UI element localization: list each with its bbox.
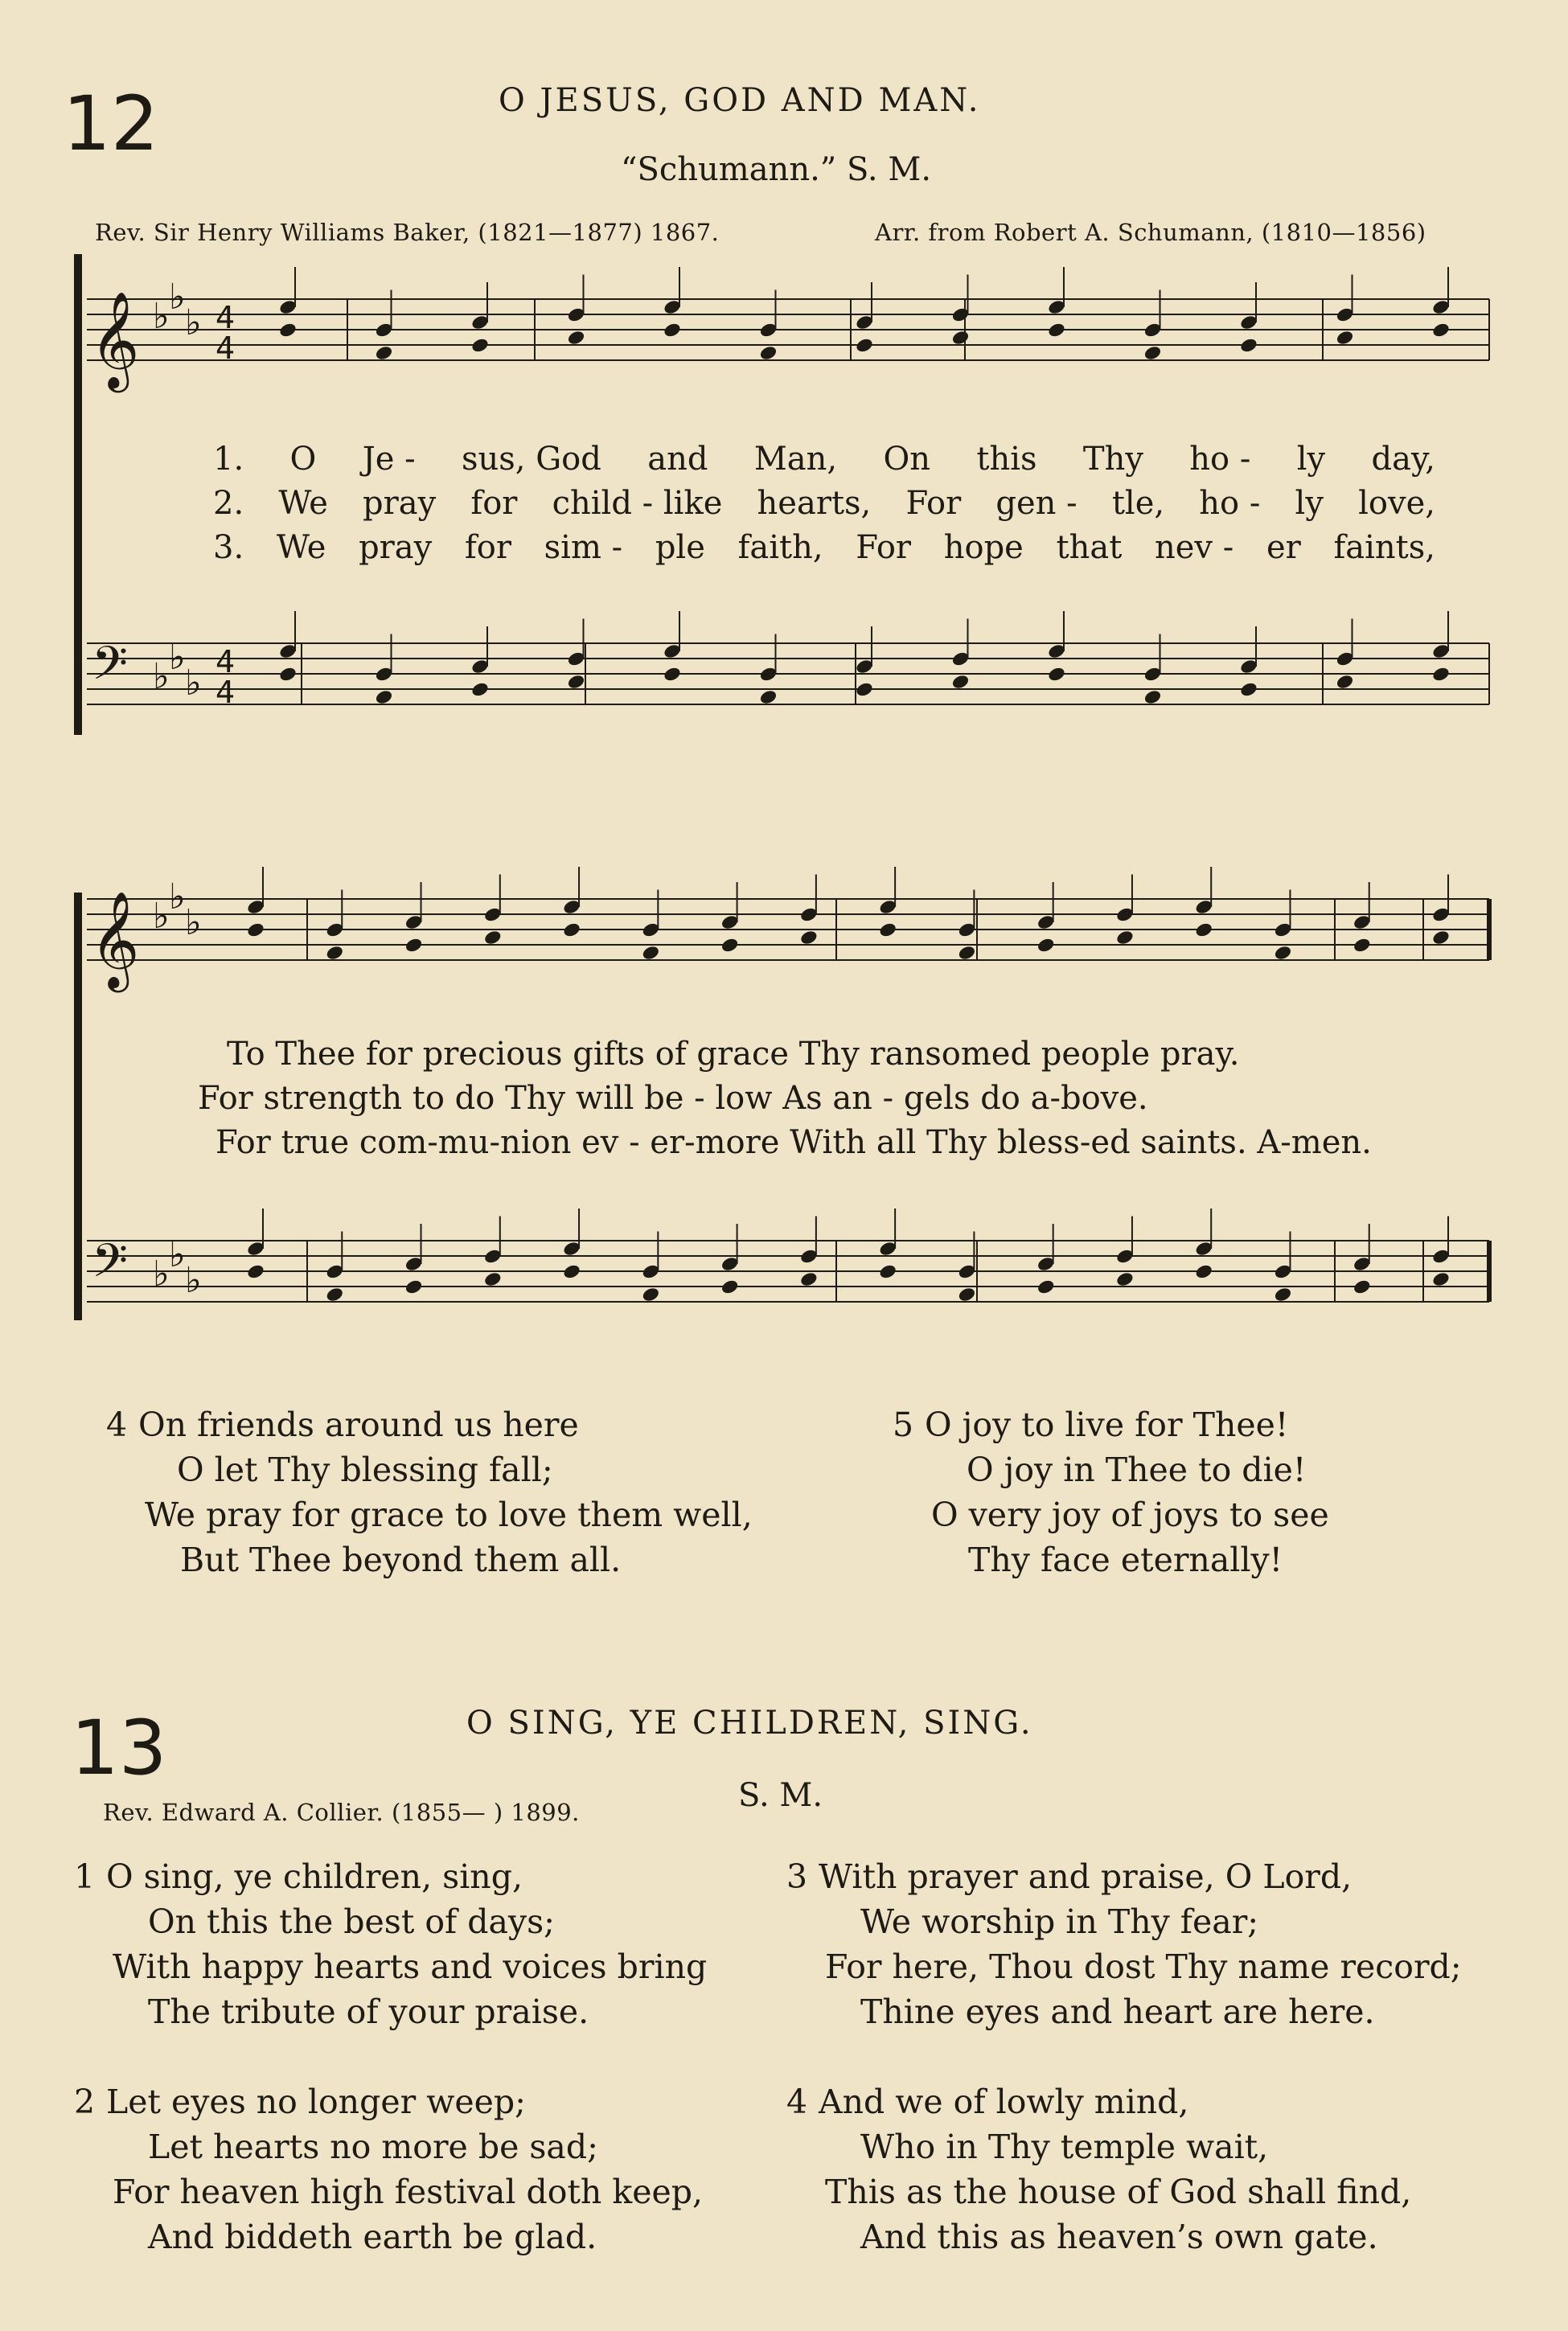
verse-line: Let eyes no longer weep; — [106, 2083, 526, 2121]
notehead — [566, 329, 585, 346]
verse-line: O very joy of joys to see — [931, 1496, 1329, 1534]
notehead — [566, 673, 585, 690]
lyric-line-5: For strength to do Thy will be - low As an - gels do a-bove. — [198, 1080, 1148, 1117]
lyric-syllable: Je - — [362, 441, 416, 478]
notehead — [758, 688, 778, 705]
notehead — [1431, 929, 1451, 946]
bass-clef-icon: 𝄢 — [92, 1233, 129, 1299]
tune-name: “Schumann.” S. M. — [621, 151, 932, 188]
lyric-syllable: O — [289, 441, 317, 478]
lyric-syllable: that — [1056, 529, 1123, 566]
notehead — [799, 1270, 819, 1287]
notehead — [1273, 1286, 1292, 1303]
notehead — [663, 666, 682, 683]
lyric-syllable: ly — [1296, 441, 1326, 478]
hymn-number: 13 — [71, 1705, 167, 1792]
lyric-syllable: On — [883, 441, 931, 478]
verse-line: On friends around us here — [138, 1406, 579, 1444]
hymn-number: 12 — [63, 80, 159, 168]
time-signature-top: 4 — [215, 300, 236, 335]
verse-line: And we of lowly mind, — [819, 2083, 1189, 2121]
lyric-syllable: day, — [1371, 441, 1435, 478]
verse-line: The tribute of your praise. — [148, 1992, 589, 2031]
notehead — [957, 944, 976, 961]
lyric-syllable: ho - — [1189, 441, 1251, 478]
notehead — [720, 1278, 740, 1295]
notehead — [1194, 921, 1213, 938]
notehead — [1047, 666, 1066, 683]
verse-line: O sing, ye children, sing, — [106, 1857, 523, 1896]
notehead — [799, 929, 819, 946]
notehead — [855, 681, 874, 698]
notehead — [374, 344, 393, 361]
verse-line: O joy to live for Thee! — [925, 1406, 1289, 1444]
notehead — [404, 1278, 424, 1295]
notehead — [1036, 937, 1056, 954]
flat-icon: ♭ — [185, 1260, 202, 1301]
notehead — [641, 944, 660, 961]
notehead — [1431, 666, 1451, 683]
verse-line: But Thee beyond them all. — [180, 1541, 622, 1579]
lyric-syllable: this — [976, 441, 1037, 478]
lyric-line-3 — [213, 529, 1435, 566]
notehead — [720, 937, 740, 954]
flat-icon: ♭ — [153, 296, 170, 337]
notehead — [278, 666, 298, 683]
notehead — [1335, 673, 1354, 690]
notehead — [562, 921, 581, 938]
lyric-syllable: 2. — [213, 485, 244, 522]
lyric-line-1 — [213, 441, 1435, 478]
verse-number: 2 — [74, 2083, 96, 2121]
system-brace-bar — [74, 893, 82, 1320]
notehead — [855, 337, 874, 354]
verse-line: For heaven high festival doth keep, — [113, 2173, 704, 2211]
notehead — [278, 322, 298, 339]
notehead — [1335, 329, 1354, 346]
flat-icon: ♭ — [185, 663, 202, 704]
flat-icon: ♭ — [169, 637, 186, 678]
verse-line: Thy face eternally! — [968, 1541, 1283, 1579]
notehead — [1239, 681, 1258, 698]
lyric-syllable: gen - — [995, 485, 1077, 522]
verse-line: And this as heaven’s own gate. — [860, 2218, 1378, 2256]
author-credit: Rev. Edward A. Collier. (1855— ) 1899. — [103, 1799, 580, 1826]
notehead — [325, 944, 344, 961]
lyric-syllable: ple — [655, 529, 705, 566]
verse-line: For here, Thou dost Thy name record; — [825, 1947, 1462, 1986]
notehead — [1431, 1270, 1451, 1287]
flat-icon: ♭ — [153, 896, 170, 937]
notehead — [470, 337, 490, 354]
lyric-syllable: pray — [359, 529, 433, 566]
flat-icon: ♭ — [153, 1254, 170, 1295]
lyric-syllable: For — [905, 485, 962, 522]
lyric-line-4: To Thee for precious gifts of grace Thy ransomed people pray. — [227, 1036, 1240, 1073]
lyric-line-6: For true com-mu-nion ev - er-more With all Thy bless-ed saints. A-men. — [215, 1124, 1372, 1161]
notehead — [663, 322, 682, 339]
verse-number: 1 — [74, 1857, 96, 1896]
notehead — [1431, 322, 1451, 339]
flat-icon: ♭ — [169, 876, 186, 917]
lyric-syllable: ly — [1295, 485, 1324, 522]
notehead — [1143, 344, 1162, 361]
verse-line: This as the house of God shall find, — [825, 2173, 1412, 2211]
verse-number: 4 — [786, 2083, 808, 2121]
lyric-syllable: ho - — [1199, 485, 1261, 522]
notehead — [758, 344, 778, 361]
verse-number: 4 — [106, 1406, 128, 1444]
verse-line: Thine eyes and heart are here. — [860, 1992, 1375, 2031]
verse-line: Who in Thy temple wait, — [860, 2128, 1269, 2166]
verse-line: O let Thy blessing fall; — [177, 1451, 553, 1489]
lyric-syllable: hope — [943, 529, 1024, 566]
lyric-syllable: 1. — [213, 441, 244, 478]
notehead — [1115, 1270, 1135, 1287]
notehead — [1273, 944, 1292, 961]
lyric-syllable: love, — [1358, 485, 1435, 522]
lyric-syllable: and — [647, 441, 708, 478]
lyric-syllable: We — [278, 485, 328, 522]
notehead — [950, 329, 970, 346]
flat-icon: ♭ — [185, 302, 202, 343]
notehead — [1353, 1278, 1372, 1295]
flat-icon: ♭ — [169, 1234, 186, 1275]
notehead — [246, 921, 265, 938]
notehead — [1036, 1278, 1056, 1295]
lyric-syllable: nev - — [1155, 529, 1234, 566]
lyric-syllable: sus, God — [461, 441, 601, 478]
notehead — [950, 673, 970, 690]
verse-number: 3 — [786, 1857, 808, 1896]
lyric-syllable: hearts, — [757, 485, 872, 522]
verse-line: And biddeth earth be glad. — [148, 2218, 597, 2256]
notehead — [641, 1286, 660, 1303]
lyric-syllable: Thy — [1082, 441, 1143, 478]
verse-line: We pray for grace to love them well, — [145, 1496, 753, 1534]
notehead — [1143, 688, 1162, 705]
lyric-syllable: for — [470, 485, 518, 522]
notehead — [374, 688, 393, 705]
treble-clef-icon: 𝄞 — [90, 890, 140, 988]
notehead — [246, 1263, 265, 1280]
hymn-title: O SING, YE CHILDREN, SING. — [466, 1705, 1033, 1742]
notehead — [483, 929, 503, 946]
lyric-syllable: 3. — [213, 529, 244, 566]
lyric-line-2 — [213, 485, 1435, 522]
notehead — [957, 1286, 976, 1303]
notehead — [1353, 937, 1372, 954]
verse-line: With prayer and praise, O Lord, — [819, 1857, 1353, 1896]
lyric-syllable: faith, — [737, 529, 823, 566]
verse-4 — [786, 2079, 1411, 2259]
verse-line: With happy hearts and voices bring — [113, 1947, 708, 1986]
notehead — [325, 1286, 344, 1303]
notehead — [1194, 1263, 1213, 1280]
lyric-syllable: er — [1266, 529, 1301, 566]
hymn-title: O JESUS, GOD AND MAN. — [499, 82, 981, 119]
time-signature-bottom: 4 — [215, 330, 236, 366]
time-signature-bottom: 4 — [215, 675, 236, 710]
verse-1 — [74, 1854, 707, 2034]
notehead — [1115, 929, 1135, 946]
flat-icon: ♭ — [185, 902, 202, 943]
bass-clef-icon: 𝄢 — [92, 636, 129, 702]
lyric-syllable: for — [464, 529, 511, 566]
lyric-syllable: For — [856, 529, 912, 566]
author-credit: Rev. Sir Henry Williams Baker, (1821—1877) 1867. — [95, 219, 720, 246]
verse-2 — [74, 2079, 703, 2259]
treble-clef-icon: 𝄞 — [90, 290, 140, 388]
lyric-syllable: Man, — [753, 441, 838, 478]
verse-number: 5 — [893, 1406, 914, 1444]
flat-icon: ♭ — [153, 656, 170, 697]
flat-icon: ♭ — [169, 277, 186, 318]
lyric-syllable: tle, — [1111, 485, 1165, 522]
notehead — [404, 937, 424, 954]
verse-line: On this the best of days; — [148, 1902, 555, 1941]
lyric-syllable: We — [276, 529, 326, 566]
lyric-syllable: sim - — [544, 529, 623, 566]
lyric-syllable: pray — [363, 485, 437, 522]
verse-line: We worship in Thy fear; — [860, 1902, 1259, 1941]
verse-4 — [106, 1402, 753, 1582]
composer-credit: Arr. from Robert A. Schumann, (1810—1856) — [875, 219, 1426, 246]
lyric-syllable: faints, — [1333, 529, 1435, 566]
notehead — [1047, 322, 1066, 339]
verse-line: Let hearts no more be sad; — [148, 2128, 598, 2166]
time-signature-top: 4 — [215, 644, 236, 679]
verse-5 — [893, 1402, 1329, 1582]
lyric-syllable: child - like — [552, 485, 723, 522]
notehead — [878, 1263, 897, 1280]
verse-3 — [786, 1854, 1462, 2034]
meter: S. M. — [738, 1777, 823, 1814]
notehead — [562, 1263, 581, 1280]
notehead — [878, 921, 897, 938]
notehead — [1239, 337, 1258, 354]
verse-line: O joy in Thee to die! — [967, 1451, 1307, 1489]
notehead — [483, 1270, 503, 1287]
notehead — [470, 681, 490, 698]
